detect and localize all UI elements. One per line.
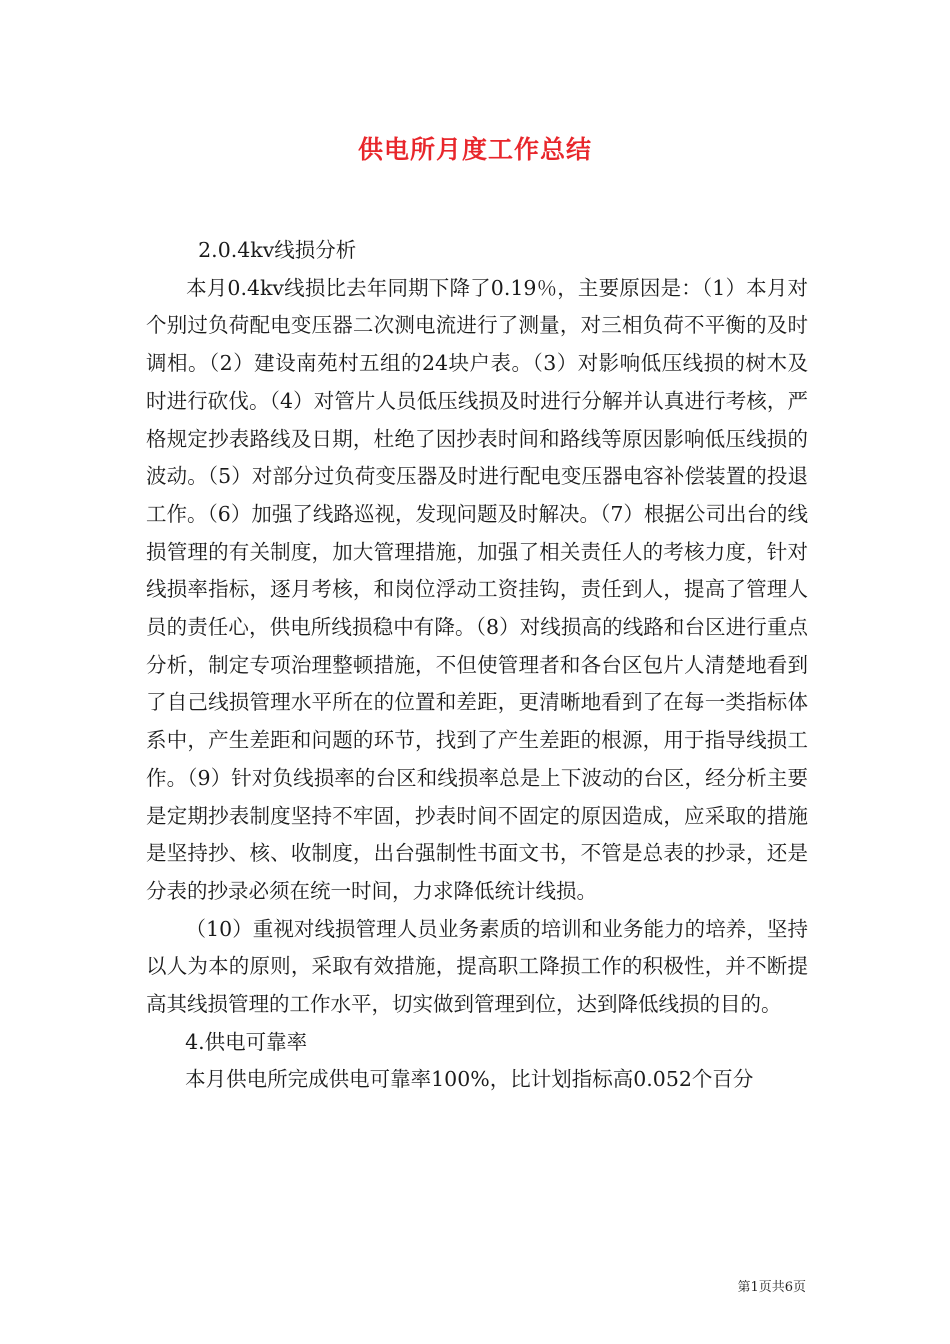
page-number: 第1页共6页 — [737, 1280, 806, 1295]
document-body — [146, 232, 808, 1099]
document-title: 供电所月度工作总结 — [357, 135, 592, 164]
paragraph-line-loss-reasons: 本月0.4kv线损比去年同期下降了0.19％，主要原因是：（1）本月对个别过负荷配电变压器二次测电流进行了测量，对三相负荷不平衡的及时调相。（2）建设南苑村五组的24块户表。（3）对影响低压线损的树木及时进行砍伐。（4）对管片人员低压线损及时进行分解并认真进行考核，严格规定抄表路线及日期，杜绝了因抄表时间和路线等原因影响低压线损的波动。（5）对部分过负荷变压器及时进行配电变压器电容补偿装置的投退工作。（6）加强了线路巡视，发现问题及时解决。（7）根据公司出台的线损管理的有关制度，加大管理措施，加强了相关责任人的考核力度，针对线损率指标，逐月考核，和岗位浮动工资挂钩，责任到人，提高了管理人员的责任心，供电所线损稳中有降。（8）对线损高的线路和台区进行重点分析，制定专项治理整顿措施，不但使管理者和各台区包片人清楚地看到了自己线损管理水平所在的位置和差距，更清晰地看到了在每一类指标体系中，产生差距和问题的环节，找到了产生差距的根源，用于指导线损工作。（9）针对负线损率的台区和线损率总是上下波动的台区，经分析主要是定期抄表制度坚持不牢固，抄表时间不固定的原因造成，应采取的措施是坚持抄、核、收制度，出台强制性书面文书，不管是总表的抄录，还是分表的抄录必须在统一时间，力求降低统计线损。 — [146, 275, 808, 903]
section-heading-reliability: 4.供电可靠率 — [146, 1029, 308, 1054]
paragraph-reliability: 本月供电所完成供电可靠率100%，比计划指标高0.052个百分 — [146, 1067, 754, 1092]
section-heading-line-loss: 2.0.4kv线损分析 — [146, 238, 357, 262]
paragraph-training: （10）重视对线损管理人员业务素质的培训和业务能力的培养，坚持以人为本的原则，采取有效措施，提高职工降损工作的积极性，并不断提高其线损管理的工作水平，切实做到管理到位，达到降低线损的目的。 — [146, 916, 808, 1017]
